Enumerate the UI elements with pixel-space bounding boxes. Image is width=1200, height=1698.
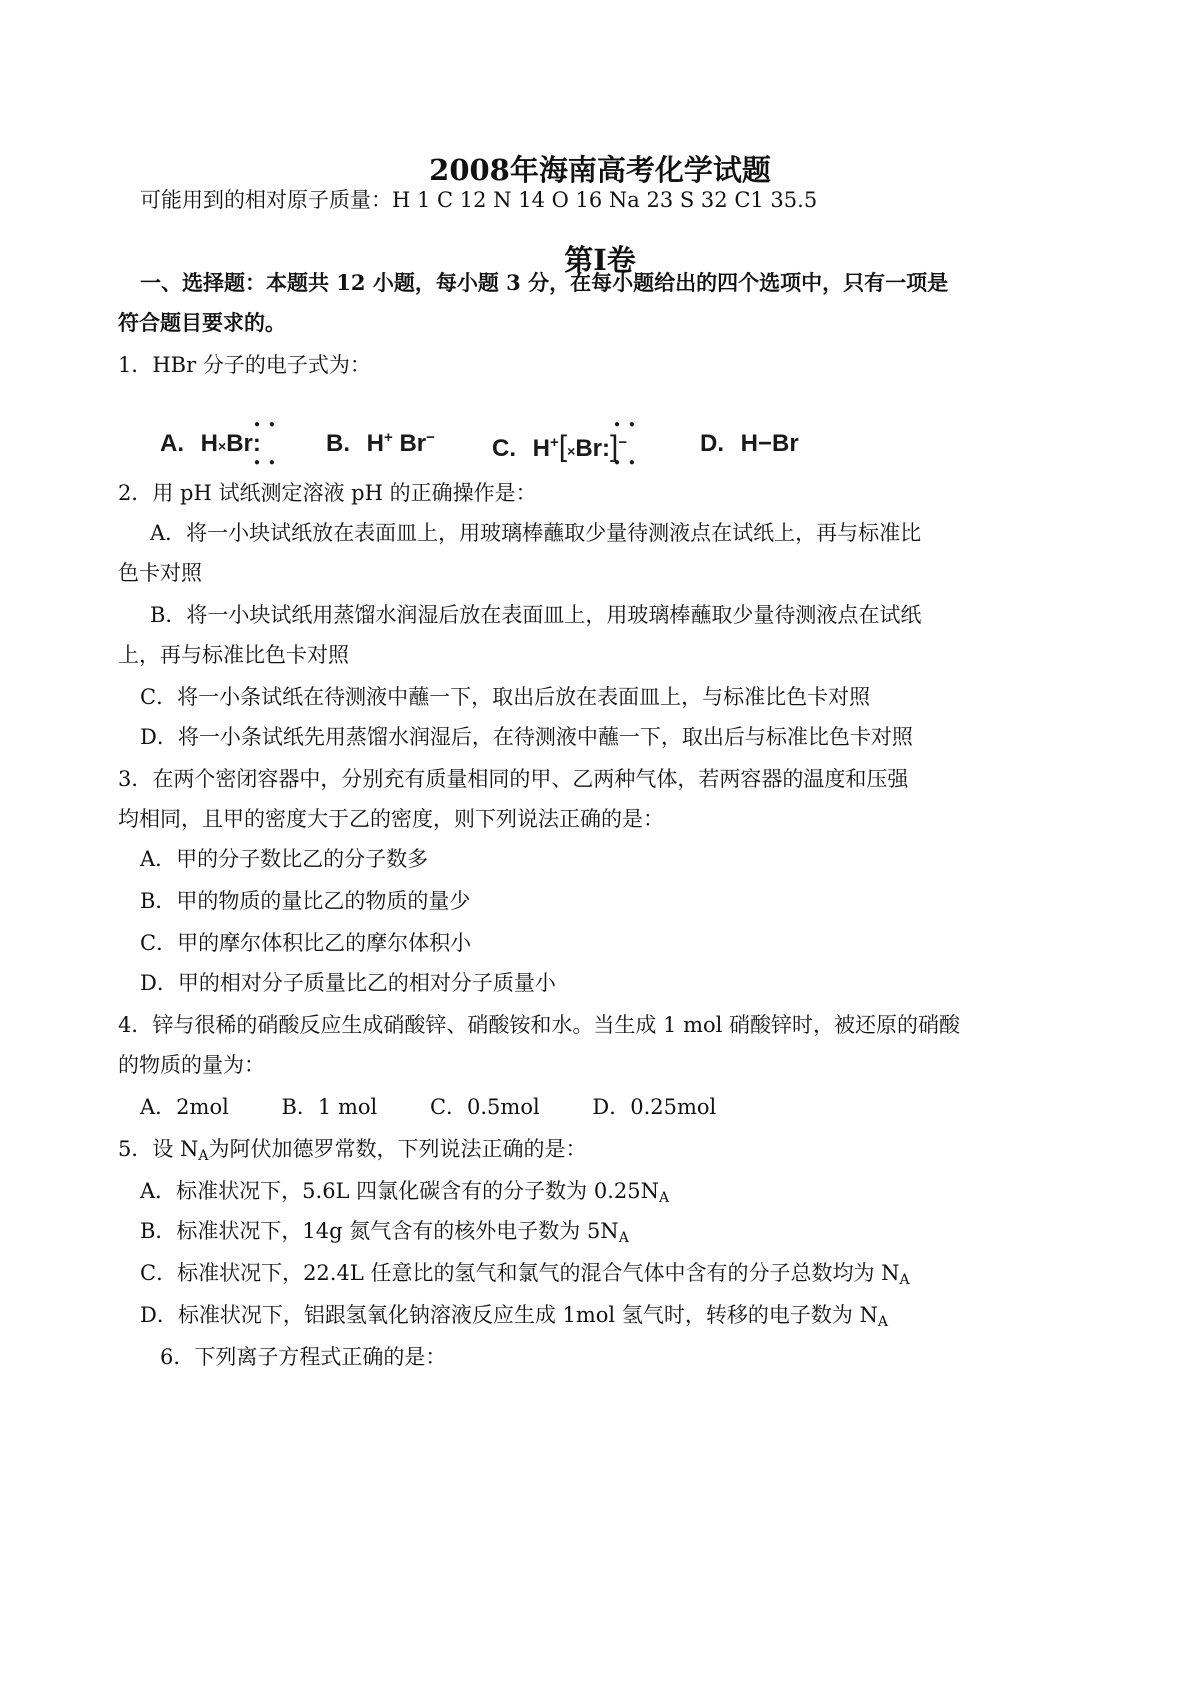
q5-option-b: [140, 1216, 629, 1246]
q4-option-c: C．0.5mol: [429, 1095, 540, 1119]
q4-option-a: A．2mol: [140, 1095, 229, 1119]
q3-stem-line-1: 3．在两个密闭容器中，分别充有质量相同的甲、乙两种气体，若两容器的温度和压强: [118, 767, 909, 791]
q5-option-b-text: B．标准状况下，14g 氮气含有的核外电子数为 5N: [140, 1219, 619, 1243]
q3-option-c: C．甲的摩尔体积比乙的摩尔体积小: [140, 931, 472, 955]
q1-option-c-minus: −: [618, 434, 628, 451]
q4-options: [140, 1092, 762, 1122]
q5-stem: [118, 1134, 587, 1164]
q3-stem-line-2: 均相同，且甲的密度大于乙的密度，则下列说法正确的是：: [118, 807, 664, 831]
q2-option-b-line-1: B．将一小块试纸用蒸馏水润湿后放在表面皿上，用玻璃棒蘸取少量待测液点在试纸: [150, 603, 922, 627]
q4-option-d: D．0.25mol: [592, 1095, 717, 1119]
q1-option-c: [492, 430, 627, 464]
q1-option-c-bottom-dots: ● ●: [614, 457, 638, 468]
q5-stem-suffix: 为阿伏加德罗常数，下列说法正确的是：: [208, 1137, 587, 1161]
q4-stem-line-2: 的物质的量为：: [118, 1053, 265, 1077]
q2-option-a-line-1: A．将一小块试纸放在表面皿上，用玻璃棒蘸取少量待测液点在试纸上，再与标准比: [150, 521, 922, 545]
q1-option-c-cross: ×: [567, 443, 576, 459]
section-instruction-line-2: 符合题目要求的。: [118, 310, 286, 335]
q1-option-c-top-dots: ● ●: [614, 419, 638, 430]
q5-option-a-subscript: A: [659, 1190, 670, 1206]
q1-option-b-minus: −: [426, 429, 435, 446]
q3-option-b: B．甲的物质的量比乙的物质的量少: [140, 889, 471, 913]
q5-option-a: [140, 1176, 669, 1206]
q5-option-a-text: A．标准状况下，5.6L 四氯化碳含有的分子数为 0.25N: [140, 1179, 659, 1203]
q1-option-c-br: Br: [575, 435, 602, 462]
q1-option-c-plus: +: [550, 434, 559, 451]
q1-option-a-bottom-dots: ● ●: [254, 457, 278, 468]
q1-stem: 1．HBr 分子的电子式为：: [118, 353, 371, 377]
q1-option-d: [700, 430, 799, 458]
volume-heading: 第Ⅰ卷: [564, 243, 636, 277]
q4-option-b: B．1 mol: [281, 1095, 378, 1119]
q1-formula-options: [160, 419, 920, 474]
q5-option-c-text: C．标准状况下，22.4L 任意比的氢气和氯气的混合气体中含有的分子总数均为 N: [140, 1261, 900, 1285]
q1-option-b-br: Br: [399, 430, 427, 457]
q1-option-b-label: B.: [326, 430, 350, 457]
q5-stem-prefix: 5．设 N: [118, 1137, 199, 1161]
q1-option-a-h: H: [200, 430, 219, 457]
q1-option-b: [326, 430, 435, 458]
q5-option-b-subscript: A: [618, 1230, 629, 1246]
q1-option-a-br: Br: [226, 430, 253, 457]
q1-option-a-label: A.: [160, 430, 184, 457]
q1-option-a-colon: :: [252, 430, 261, 457]
section-instruction-line-1: 一、选择题：本题共 12 小题，每小题 3 分，在每小题给出的四个选项中，只有一项是: [140, 270, 949, 295]
q3-option-a: A．甲的分子数比乙的分子数多: [140, 847, 429, 871]
q2-stem: 2．用 pH 试纸测定溶液 pH 的正确操作是：: [118, 481, 537, 505]
q5-option-d-subscript: A: [877, 1314, 888, 1330]
q5-option-d: [140, 1300, 888, 1330]
q1-option-b-h: H: [366, 430, 385, 457]
q2-option-c: C．将一小条试纸在待测液中蘸一下，取出后放在表面皿上，与标准比色卡对照: [140, 685, 871, 709]
page-title: 2008年海南高考化学试题: [429, 153, 771, 187]
q4-stem-line-1: 4．锌与很稀的硝酸反应生成硝酸锌、硝酸铵和水。当生成 1 mol 硝酸锌时，被还原的硝酸: [118, 1013, 961, 1037]
q1-option-d-label: D.: [700, 430, 724, 457]
q5-option-d-text: D．标准状况下，铝跟氢氧化钠溶液反应生成 1mol 氢气时，转移的电子数为 N: [140, 1303, 878, 1327]
atomic-masses-line: 可能用到的相对原子质量：H 1 C 12 N 14 O 16 Na 23 S 32 C1 35.5: [140, 188, 818, 212]
q5-stem-subscript: A: [198, 1148, 209, 1164]
q1-option-c-h: H: [532, 435, 551, 462]
q1-option-c-open-bracket: [: [558, 430, 568, 463]
q5-option-c-subscript: A: [899, 1272, 910, 1288]
q1-option-b-plus: +: [384, 429, 393, 446]
q2-option-a-line-2: 色卡对照: [118, 561, 202, 585]
q6-stem: 6．下列离子方程式正确的是：: [160, 1345, 447, 1369]
q1-option-c-close-bracket: ]: [609, 430, 619, 463]
q3-option-d: D．甲的相对分子质量比乙的相对分子质量小: [140, 971, 556, 995]
q1-option-d-text: H−Br: [740, 430, 799, 457]
q1-option-c-colon: :: [601, 435, 610, 462]
q5-option-c: [140, 1258, 910, 1288]
q2-option-d: D．将一小条试纸先用蒸馏水润湿后，在待测液中蘸一下，取出后与标准比色卡对照: [140, 725, 913, 749]
q1-option-c-label: C.: [492, 435, 516, 462]
q2-option-b-line-2: 上，再与标准比色卡对照: [118, 643, 349, 667]
q1-option-a-top-dots: ● ●: [254, 419, 278, 430]
q1-option-a: [160, 430, 261, 458]
q1-option-a-cross: ×: [218, 438, 227, 454]
